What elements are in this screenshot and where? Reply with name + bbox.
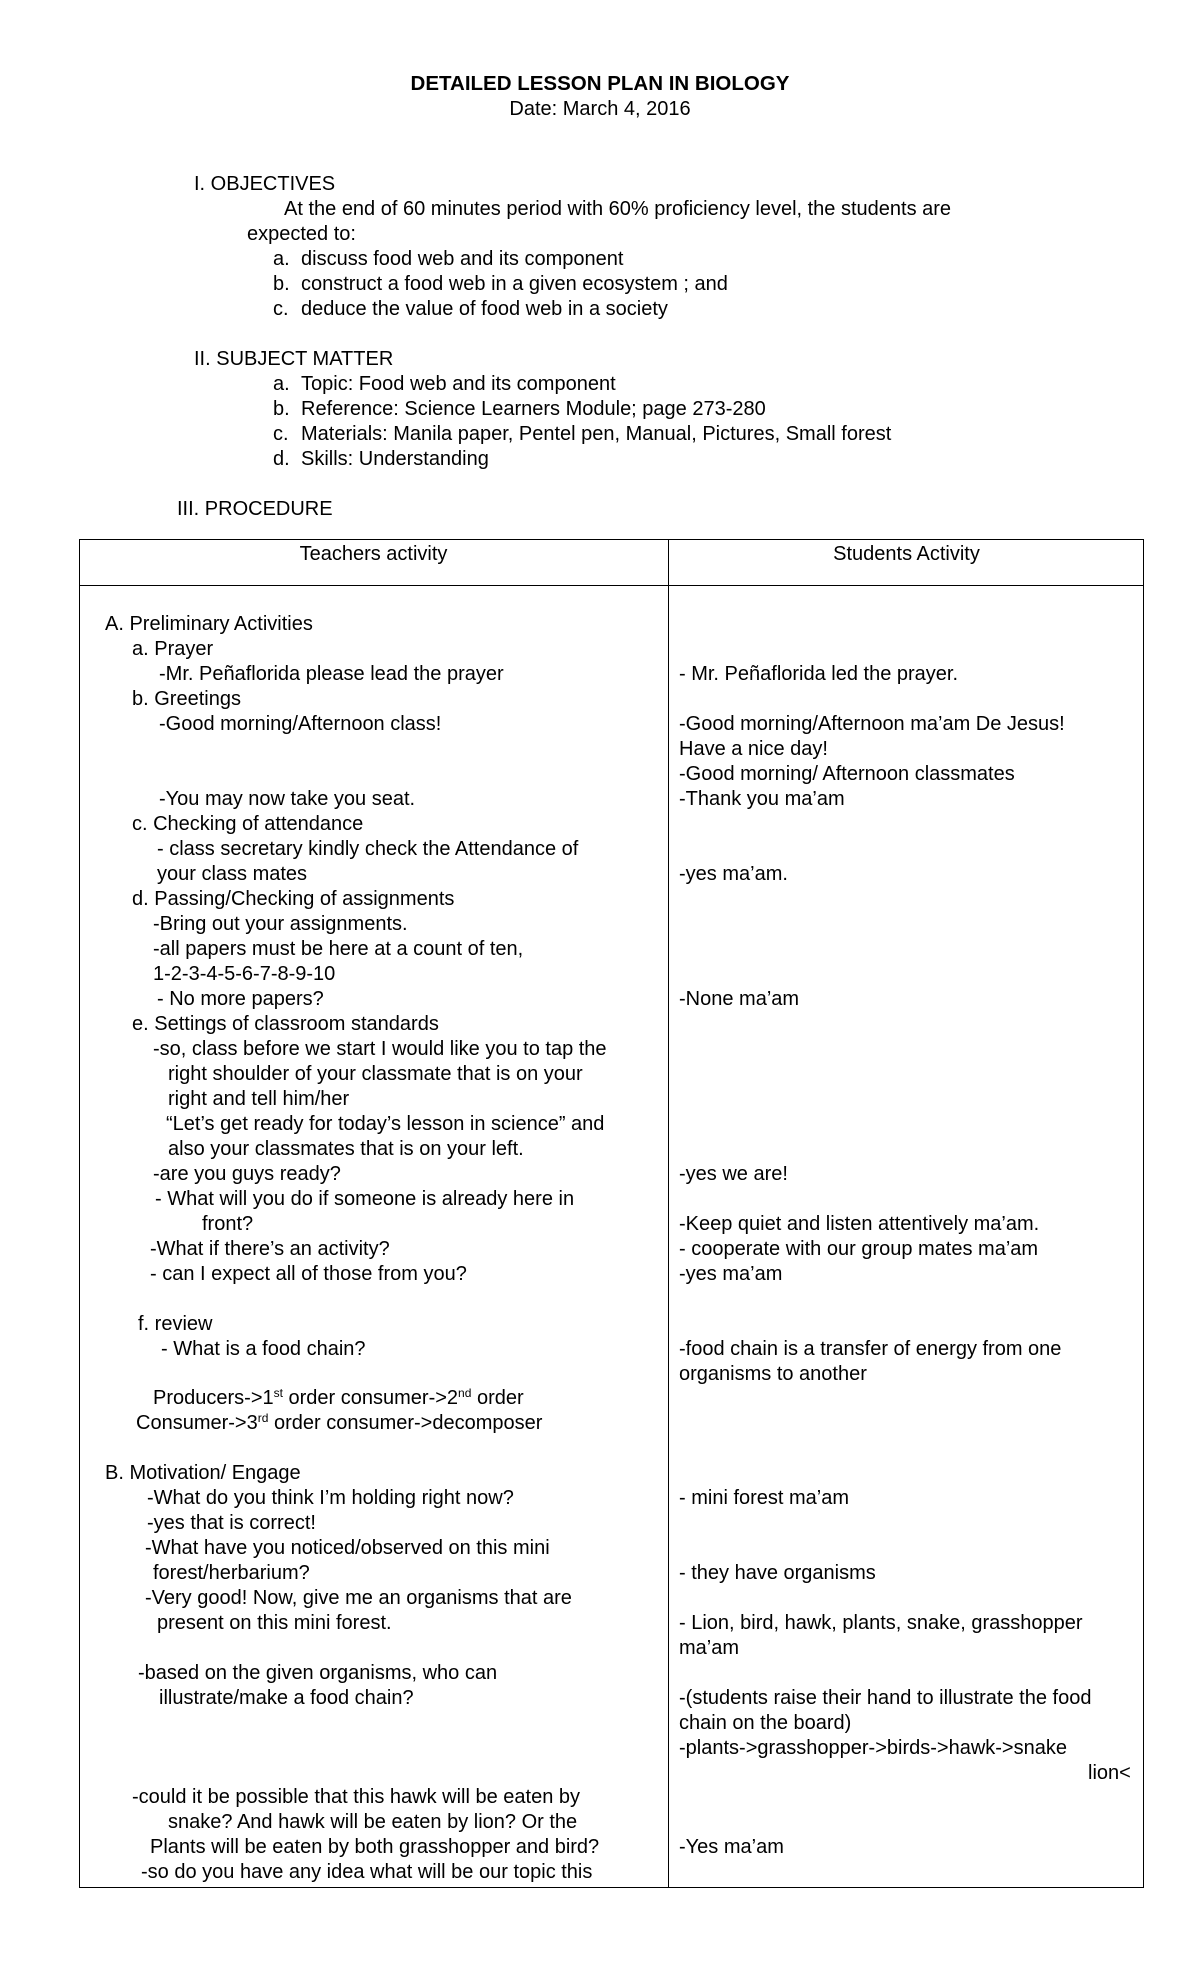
- teacher-line: - No more papers?: [157, 988, 324, 1010]
- student-line: -Yes ma’am: [679, 1836, 784, 1858]
- teacher-line: -yes that is correct!: [147, 1512, 316, 1534]
- teacher-line: e. Settings of classroom standards: [132, 1013, 439, 1035]
- teacher-line: -so do you have any idea what will be our topic this: [141, 1861, 593, 1883]
- subject-item: Reference: Science Learners Module; page 273-280: [301, 398, 766, 420]
- teacher-line: present on this mini forest.: [157, 1612, 392, 1634]
- objectives-heading: I. OBJECTIVES: [194, 173, 336, 195]
- student-line: -yes ma’am.: [679, 863, 788, 885]
- objective-marker: a.: [273, 248, 290, 270]
- subject-item: Materials: Manila paper, Pentel pen, Manual, Pictures, Small forest: [301, 423, 892, 445]
- subject-marker: c.: [273, 423, 289, 445]
- student-line: - they have organisms: [679, 1562, 876, 1584]
- student-line: -plants->grasshopper->birds->hawk->snake: [679, 1737, 1067, 1759]
- teacher-line: Plants will be eaten by both grasshopper and bird?: [150, 1836, 600, 1858]
- food-chain-formula-line-2: Consumer->3rd order consumer->decomposer: [136, 1411, 543, 1434]
- teacher-line: front?: [202, 1213, 254, 1235]
- teacher-line: forest/herbarium?: [153, 1562, 310, 1584]
- student-line: organisms to another: [679, 1363, 867, 1385]
- teacher-line: - What is a food chain?: [161, 1338, 366, 1360]
- header-row-divider: [79, 585, 1144, 586]
- subject-item: Topic: Food web and its component: [301, 373, 616, 395]
- teacher-line: snake? And hawk will be eaten by lion? Or the: [168, 1811, 578, 1833]
- teacher-line: “Let’s get ready for today’s lesson in science” and: [166, 1113, 605, 1135]
- teacher-line: -Good morning/Afternoon class!: [159, 713, 442, 735]
- student-line: -yes we are!: [679, 1163, 788, 1185]
- teacher-line: also your classmates that is on your left.: [168, 1138, 524, 1160]
- teacher-line: -What if there’s an activity?: [150, 1238, 390, 1260]
- student-line: Have a nice day!: [679, 738, 828, 760]
- teacher-line: b. Greetings: [132, 688, 241, 710]
- teacher-line: -all papers must be here at a count of ten,: [153, 938, 524, 960]
- student-line: -yes ma’am: [679, 1263, 783, 1285]
- teacher-line: -Bring out your assignments.: [153, 913, 408, 935]
- teacher-line: -Very good! Now, give me an organisms that are: [145, 1587, 572, 1609]
- teacher-line: - What will you do if someone is already here in: [155, 1188, 575, 1210]
- objective-item: deduce the value of food web in a society: [301, 298, 668, 320]
- teacher-line: -so, class before we start I would like you to tap the: [153, 1038, 607, 1060]
- teacher-line: -Mr. Peñaflorida please lead the prayer: [159, 663, 504, 685]
- student-line: lion<: [1088, 1762, 1131, 1784]
- lesson-date: Date: March 4, 2016: [509, 98, 691, 120]
- teacher-column-header: Teachers activity: [299, 543, 448, 565]
- objective-marker: b.: [273, 273, 290, 295]
- teacher-line: right shoulder of your classmate that is on your: [168, 1063, 583, 1085]
- student-line: -food chain is a transfer of energy from one: [679, 1338, 1062, 1360]
- teacher-line: -are you guys ready?: [153, 1163, 341, 1185]
- objectives-intro-line-2: expected to:: [247, 223, 356, 245]
- student-line: -(students raise their hand to illustrate the food: [679, 1687, 1092, 1709]
- student-line: ma’am: [679, 1637, 740, 1659]
- teacher-line: 1-2-3-4-5-6-7-8-9-10: [153, 963, 336, 985]
- subject-marker: a.: [273, 373, 290, 395]
- objective-item: construct a food web in a given ecosystem ; and: [301, 273, 728, 295]
- column-divider: [668, 539, 669, 1888]
- teacher-line: -What do you think I’m holding right now?: [147, 1487, 514, 1509]
- student-line: - Mr. Peñaflorida led the prayer.: [679, 663, 959, 685]
- objectives-intro-line-1: At the end of 60 minutes period with 60% proficiency level, the students are: [284, 198, 952, 220]
- teacher-line: -based on the given organisms, who can: [138, 1662, 498, 1684]
- student-line: chain on the board): [679, 1712, 852, 1734]
- student-line: -Good morning/ Afternoon classmates: [679, 763, 1015, 785]
- document-title: DETAILED LESSON PLAN IN BIOLOGY: [410, 72, 790, 95]
- objective-item: discuss food web and its component: [301, 248, 624, 270]
- teacher-line: -You may now take you seat.: [159, 788, 416, 810]
- subject-matter-heading: II. SUBJECT MATTER: [194, 348, 394, 370]
- teacher-line: d. Passing/Checking of assignments: [132, 888, 455, 910]
- teacher-line: A. Preliminary Activities: [105, 613, 313, 635]
- teacher-line: right and tell him/her: [168, 1088, 350, 1110]
- subject-marker: d.: [273, 448, 290, 470]
- food-chain-formula-line-1: Producers->1st order consumer->2nd order: [153, 1386, 524, 1409]
- teacher-line: f. review: [138, 1313, 213, 1335]
- student-line: -Good morning/Afternoon ma’am De Jesus!: [679, 713, 1065, 735]
- teacher-line: -What have you noticed/observed on this mini: [145, 1537, 550, 1559]
- teacher-line: a. Prayer: [132, 638, 214, 660]
- student-line: - cooperate with our group mates ma’am: [679, 1238, 1039, 1260]
- objective-marker: c.: [273, 298, 289, 320]
- procedure-heading: III. PROCEDURE: [177, 498, 333, 520]
- student-line: - mini forest ma’am: [679, 1487, 850, 1509]
- subject-item: Skills: Understanding: [301, 448, 489, 470]
- teacher-line: - class secretary kindly check the Attendance of: [157, 838, 579, 860]
- student-line: -Thank you ma’am: [679, 788, 845, 810]
- teacher-line: c. Checking of attendance: [132, 813, 364, 835]
- student-line: -Keep quiet and listen attentively ma’am.: [679, 1213, 1040, 1235]
- teacher-line: B. Motivation/ Engage: [105, 1462, 301, 1484]
- subject-marker: b.: [273, 398, 290, 420]
- student-line: - Lion, bird, hawk, plants, snake, grasshopper: [679, 1612, 1083, 1634]
- teacher-line: your class mates: [157, 863, 308, 885]
- student-column-header: Students Activity: [833, 543, 980, 565]
- teacher-line: - can I expect all of those from you?: [150, 1263, 467, 1285]
- teacher-line: -could it be possible that this hawk will be eaten by: [132, 1786, 581, 1808]
- student-line: -None ma’am: [679, 988, 800, 1010]
- teacher-line: illustrate/make a food chain?: [159, 1687, 414, 1709]
